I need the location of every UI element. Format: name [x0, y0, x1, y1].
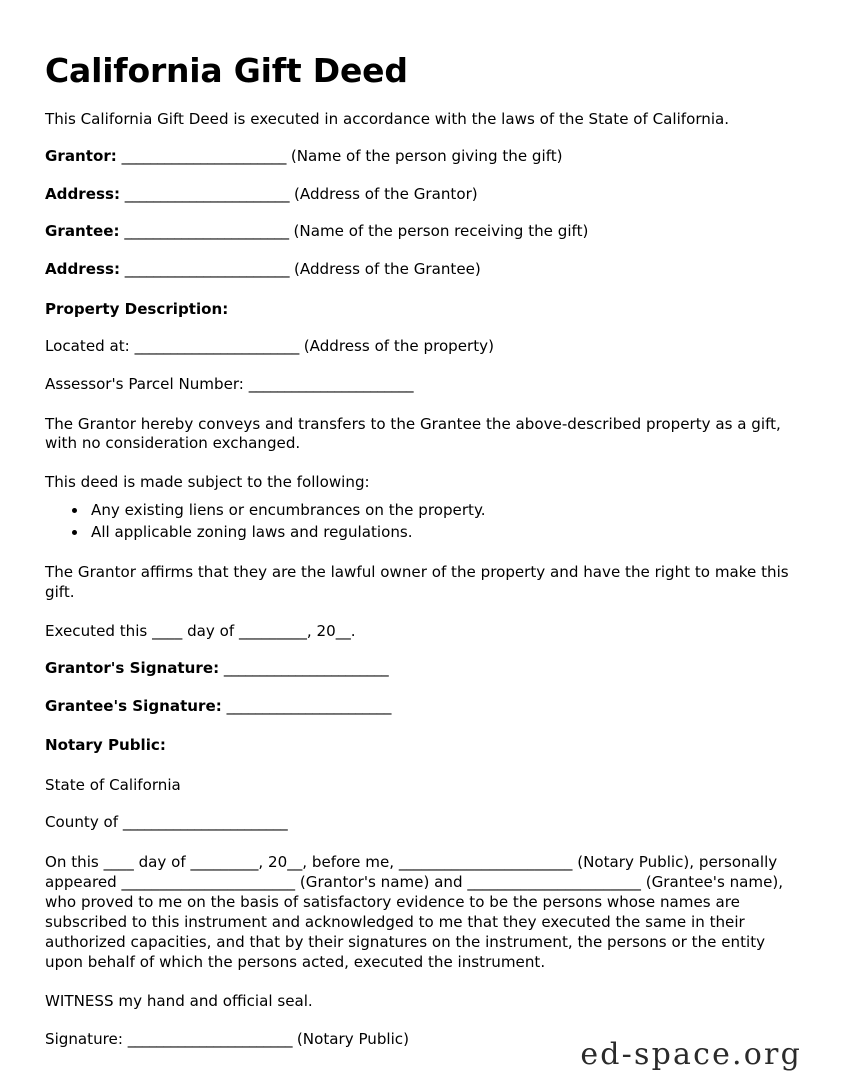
- grantee-signature-label: Grantee's Signature:: [45, 696, 222, 715]
- site-watermark: ed-space.org: [580, 1037, 802, 1072]
- field-row-grantor: [45, 129, 799, 167]
- witness-line: WITNESS my hand and official seal.: [45, 992, 313, 1011]
- grantee-address-blank[interactable]: _______________________: [124, 260, 290, 279]
- executed-date-line[interactable]: Executed this ____ day of _________, 20__.: [45, 621, 356, 640]
- grantee-hint: (Name of the person receiving the gift): [293, 222, 589, 241]
- grantee-address-label: Address:: [45, 260, 120, 279]
- located-at-blank[interactable]: _______________________: [134, 337, 299, 356]
- grantee-label: Grantee:: [45, 222, 120, 241]
- page-title: California Gift Deed: [45, 51, 408, 90]
- located-at-label: Located at:: [45, 337, 130, 356]
- conveyance-paragraph: The Grantor hereby conveys and transfers to the Grantee the above-described property as a gift, with no consideration exchanged.: [45, 414, 781, 452]
- grantee-signature-blank[interactable]: _______________________: [226, 696, 391, 715]
- field-row-grantee: [45, 204, 799, 242]
- list-item: • Any existing liens or encumbrances on the property.: [88, 500, 799, 521]
- located-at-hint: (Address of the property): [303, 337, 494, 356]
- grantor-hint: (Name of the person giving the gift): [290, 147, 563, 166]
- field-row-grantor-address: [45, 167, 799, 205]
- field-row-county: [45, 795, 799, 833]
- grantee-blank[interactable]: _______________________: [124, 222, 289, 241]
- affirmation-paragraph: The Grantor affirms that they are the lawful owner of the property and have the right to make this gift.: [45, 563, 789, 601]
- grantor-signature-blank[interactable]: _______________________: [223, 659, 389, 678]
- field-row-parcel-number: [45, 357, 799, 395]
- parcel-number-blank[interactable]: _______________________: [248, 374, 414, 393]
- grantor-blank[interactable]: _______________________: [121, 147, 287, 166]
- notary-signature-label: Signature:: [45, 1029, 123, 1048]
- grantee-address-hint: (Address of the Grantee): [294, 260, 481, 279]
- subject-intro-paragraph: This deed is made subject to the following:: [45, 473, 370, 492]
- parcel-number-label: Assessor's Parcel Number:: [45, 374, 244, 393]
- notary-state-line: State of California: [45, 776, 181, 795]
- county-blank[interactable]: _______________________: [122, 813, 288, 832]
- property-description-heading: Property Description:: [45, 299, 229, 318]
- grantor-label: Grantor:: [45, 147, 117, 166]
- field-row-grantee-signature: [45, 679, 799, 717]
- grantor-address-label: Address:: [45, 184, 120, 203]
- field-row-grantee-address: [45, 242, 799, 280]
- subject-items-list: [45, 492, 799, 543]
- grantor-address-hint: (Address of the Grantor): [294, 184, 478, 203]
- county-label: County of: [45, 813, 119, 832]
- notary-public-heading: Notary Public:: [45, 736, 166, 755]
- field-row-located-at: [45, 319, 799, 357]
- grantor-signature-label: Grantor's Signature:: [45, 659, 220, 678]
- grantor-address-blank[interactable]: _______________________: [124, 184, 290, 203]
- intro-paragraph: This California Gift Deed is executed in accordance with the laws of the State of California.: [45, 109, 730, 128]
- notary-signature-blank[interactable]: _______________________: [127, 1029, 293, 1048]
- field-row-grantor-signature: [45, 641, 799, 679]
- list-item: • All applicable zoning laws and regulations.: [88, 522, 799, 543]
- notary-acknowledgment-paragraph: On this ____ day of _________, 20__, before me, _______________________ (Notary Public), personally appeared _______________________ (Grantor's name) and _______________________ (Grantee's name), who proved to me on the basis of satisfactory evidence to be the persons whose names are subscribed to this instrument and acknowledged to me that they executed the same in their authorized capacities, and that by their signatures on the instrument, the persons or the entity upon behalf of which the persons acted, executed the instrument.: [45, 852, 784, 972]
- notary-signature-hint: (Notary Public): [296, 1029, 409, 1048]
